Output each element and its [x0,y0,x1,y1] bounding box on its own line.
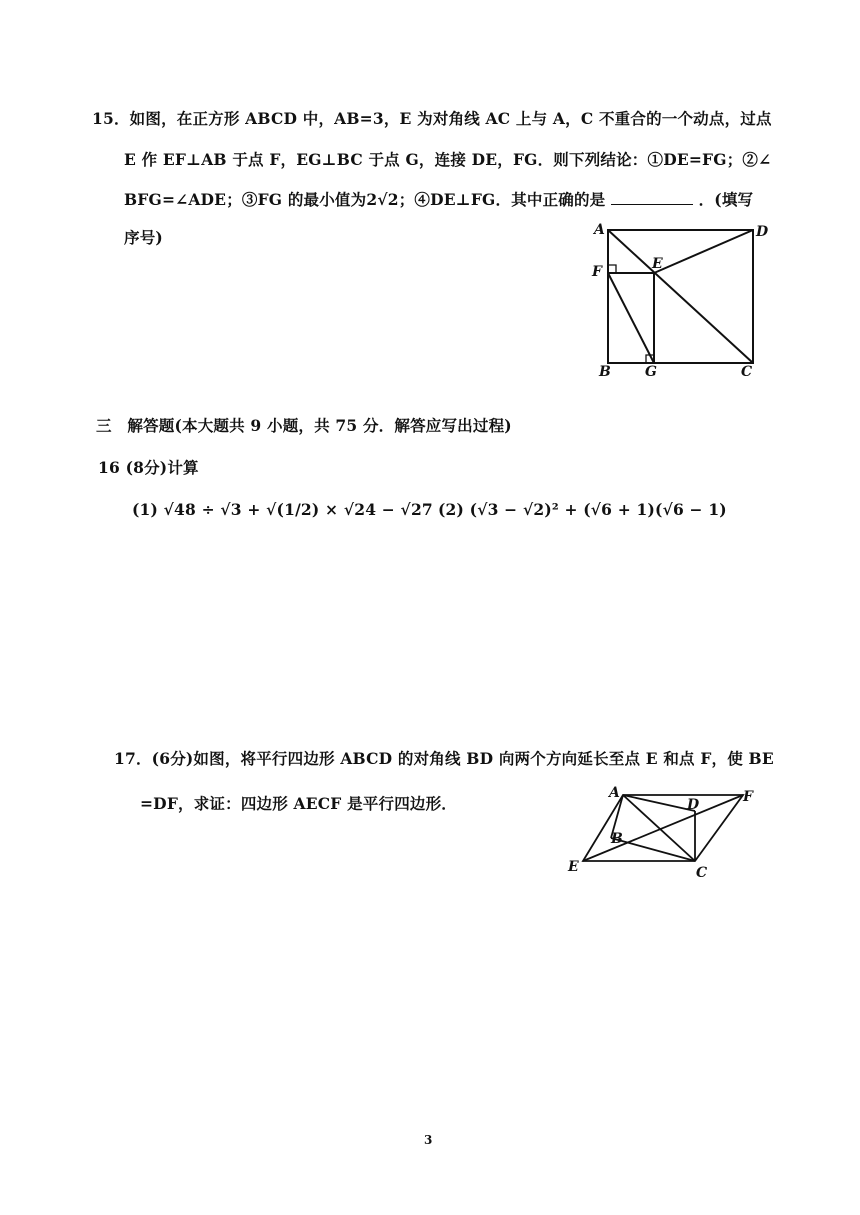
segment-fg [608,273,654,363]
q15-line3 [124,188,753,210]
section-heading: 三 解答题(本大题共 9 小题，共 75 分．解答应写出过程) [96,416,512,435]
label-b: B [599,364,611,380]
label-a: A [594,222,605,238]
q17-figure [565,783,765,883]
label-e: E [652,256,663,272]
diagonal-ac [608,230,753,363]
q15-line3-text: BFG=∠ADE；③FG 的最小值为2√2；④DE⊥FG．其中正确的是 [124,190,606,209]
label-f: F [743,789,753,805]
label-g: G [645,364,657,380]
label-f: F [592,264,602,280]
q16-part2 [438,500,727,519]
q16-title: 16 (8分)计算 [98,458,199,477]
label-b: B [611,831,623,847]
label-d: D [756,224,769,240]
q16-part1 [132,500,433,519]
q16-part1-expr: √48 ÷ √3 + √(1/2) × √24 − √27 [163,500,433,519]
label-e: E [568,859,579,875]
label-c: C [741,364,753,380]
q17-line2: =DF，求证：四边形 AECF 是平行四边形． [140,794,458,813]
label-a: A [609,785,620,801]
q15-line1: 15．如图，在正方形 ABCD 中，AB=3，E 为对角线 AC 上与 A，C 不重合的一个动点，过点 [92,109,772,128]
q15-line4: 序号) [124,228,163,247]
page-number: 3 [424,1133,433,1147]
label-d: D [687,797,700,813]
label-c: C [696,865,708,881]
answer-blank[interactable] [611,190,693,205]
q15-line2: E 作 EF⊥AB 于点 F，EG⊥BC 于点 G，连接 DE，FG．则下列结论：①DE=FG；②∠ [124,150,772,169]
q16-part2-expr: (√3 − √2)² + (√6 + 1)(√6 − 1) [469,500,727,519]
q16-part2-label: (2) [438,500,465,519]
segment-da [623,795,695,811]
q16-part1-label: (1) [132,500,159,519]
q15-line3-tail: ．(填写 [698,190,754,209]
right-angle-f [608,265,616,273]
q15-figure [585,218,775,383]
segment-de [654,230,753,273]
q17-line1: 17．(6分)如图，将平行四边形 ABCD 的对角线 BD 向两个方向延长至点 E 和点 F，使 BE [114,749,774,768]
